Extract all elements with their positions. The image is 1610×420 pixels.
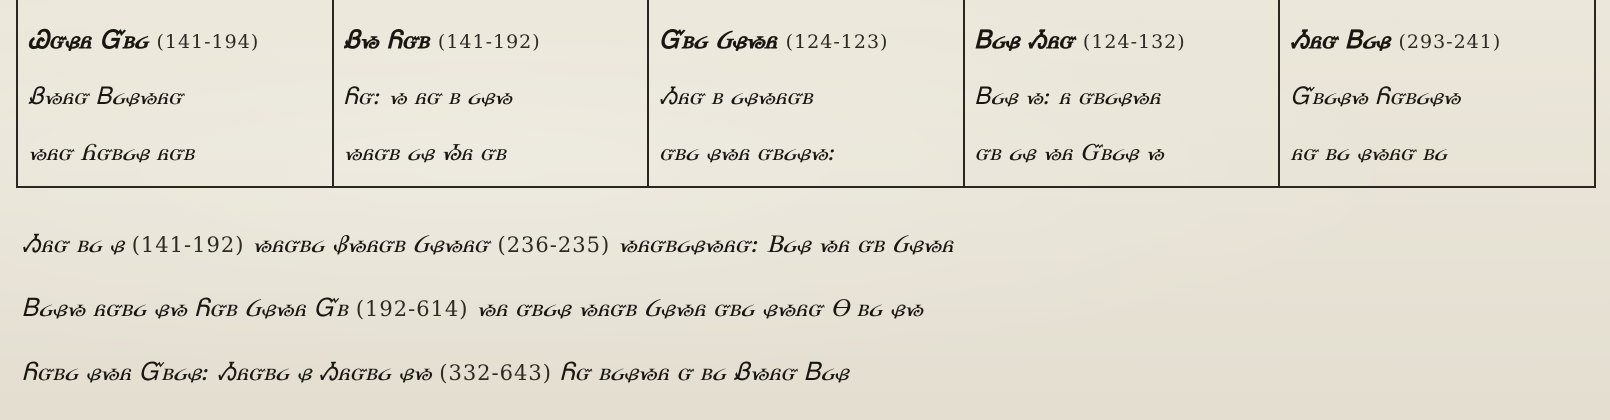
- cell-line-2: Ᏻᏼᏽᏸᏹ Ᏺᏻᏼᏽᏸᏹ: [1290, 82, 1461, 110]
- text-segment: Ᏺᏻᏼᏽ ᏸᏹᏺ Ᏻᏼᏽᏸ: Ᏹᏺᏻᏼᏽ ᏸ Ᏹᏺᏻᏼᏽ ᏸᏹ: [22, 357, 432, 386]
- column-heading: [344, 12, 640, 68]
- text-segment: ᏹᏺᏻᏼᏽᏸᏹᏺᏻ: Ᏼᏽᏸ ᏹᏺ ᏻᏼ Ᏽᏸᏹᏺ: [618, 229, 954, 258]
- column-heading: [659, 12, 955, 68]
- heading-name: Ᏼᏽᏸ Ᏹᏺᏻ: [974, 25, 1075, 54]
- paragraph-line-1: [22, 212, 1592, 276]
- heading-date-range: (293-241): [1398, 31, 1502, 53]
- date-range: (192-614): [355, 297, 469, 321]
- table-column-3: [647, 0, 963, 186]
- text-segment: Ᏼᏽᏸᏹ ᏺᏻᏼᏽ ᏸᏹ Ᏺᏻᏼ Ᏽᏸᏹᏺ Ᏻᏼ: [22, 293, 348, 322]
- column-heading: [1290, 12, 1586, 68]
- paragraph-line-3: [22, 340, 1592, 404]
- paragraph-line-2: [22, 276, 1592, 340]
- heading-date-range: (141-192): [437, 31, 541, 53]
- date-range: (141-192): [131, 233, 245, 257]
- date-range: (236-235): [497, 233, 611, 257]
- heading-name: Ᏹᏺᏻ Ᏼᏽᏸ: [1290, 25, 1390, 54]
- column-heading: [28, 12, 324, 68]
- date-range: (332-643): [439, 361, 552, 385]
- ruled-table: [16, 0, 1596, 188]
- cell-line-2: Ᏹᏺᏻ ᏼ ᏽᏸᏹᏺᏻᏼ: [659, 82, 813, 110]
- text-segment: ᏹᏺᏻᏼᏽ Ᏸᏹᏺᏻᏼ Ᏽᏸᏹᏺᏻ: [252, 229, 490, 258]
- heading-name: Ᏻᏼᏽ Ᏽᏸᏹᏺ: [659, 25, 777, 54]
- cell-line-2: Ᏺᏻ: ᏹ ᏺᏻ ᏼ ᏽᏸᏹ: [343, 82, 512, 110]
- table-column-1: [16, 0, 332, 186]
- heading-date-range: (141-194): [156, 31, 260, 53]
- heading-name: Ꮚᏻᏸᏺ Ᏻᏼᏽ: [28, 25, 148, 54]
- body-paragraph: [22, 212, 1592, 404]
- cell-line-2: Ᏼᏽᏸ ᏹ: ᏺ ᏻᏼᏽᏸᏹᏺ: [974, 82, 1161, 110]
- heading-name: Ᏸᏹ Ᏺᏻᏼ: [343, 25, 430, 54]
- text-segment: Ᏹᏺᏻ ᏼᏽ ᏸ: [22, 229, 124, 258]
- table-column-2: [332, 0, 648, 186]
- cell-line-3: ᏹᏺᏻᏼ ᏽᏸ Ᏹᏺ ᏻᏼ: [343, 138, 506, 166]
- cell-line-3: ᏻᏼᏽ ᏸᏹᏺ ᏻᏼᏽᏸᏹ:: [659, 138, 836, 166]
- cell-line-2: Ᏸᏹᏺᏻ Ᏼᏽᏸᏹᏺᏻ: [28, 82, 183, 110]
- text-segment: Ᏺᏻ ᏼᏽᏸᏹᏺ ᏻ ᏼᏽ Ᏸᏹᏺᏻ Ᏼᏽᏸ: [559, 357, 849, 386]
- column-heading: [975, 12, 1271, 68]
- table-column-5: [1278, 0, 1596, 186]
- cell-line-3: ᏹᏺᏻ Ᏺᏻᏼᏽᏸ ᏺᏻᏼ: [28, 138, 195, 166]
- heading-date-range: (124-132): [1082, 31, 1186, 53]
- text-segment: ᏹᏺ ᏻᏼᏽᏸ ᏹᏺᏻᏼ Ᏽᏸᏹᏺ ᏻᏼᏽ ᏸᏹᏺᏻ Ꮎ ᏼᏽ ᏸᏹ: [476, 293, 923, 322]
- cell-line-3: ᏻᏼ ᏽᏸ ᏹᏺ Ᏻᏼᏽᏸ ᏹ: [974, 138, 1164, 166]
- heading-date-range: (124-123): [785, 31, 889, 53]
- table-column-4: [963, 0, 1279, 186]
- cell-line-3: ᏺᏻ ᏼᏽ ᏸᏹᏺᏻ ᏼᏽ: [1290, 138, 1447, 166]
